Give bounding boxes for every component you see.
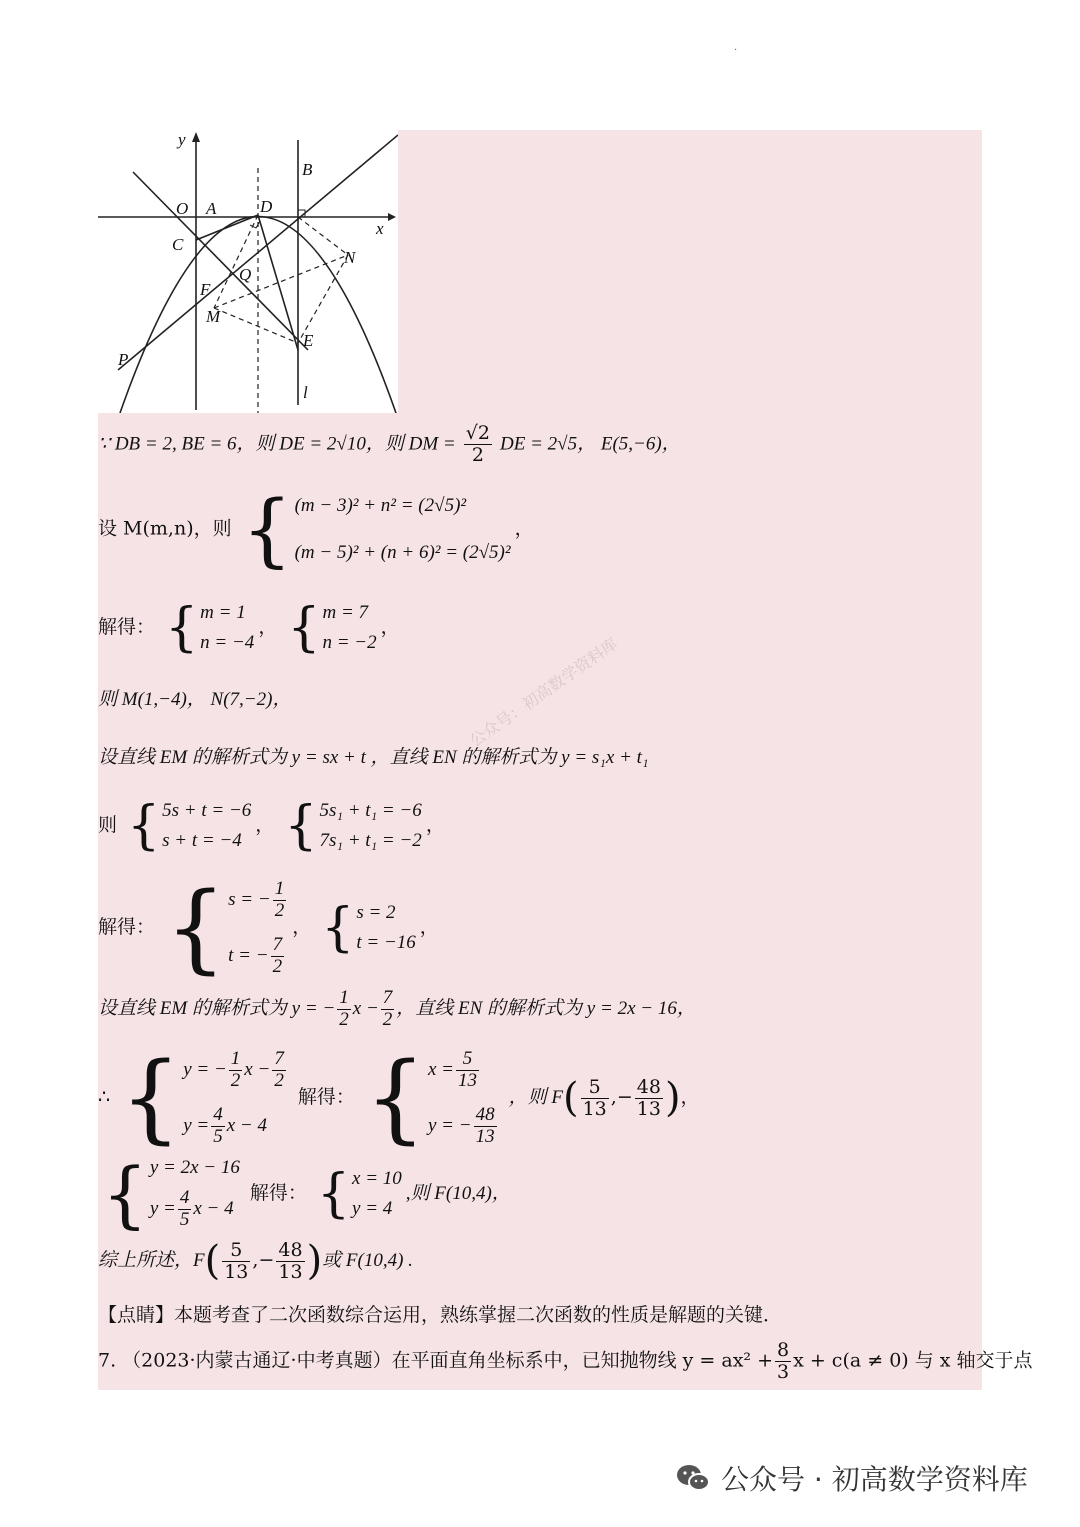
text-l1-b: DE = 2√5， E(5,−6)， [500,433,681,455]
wechat-icon [675,1463,711,1493]
brand-text: 公众号 · 初高数学资料库 [721,1463,1028,1496]
solution-s1t1: { s = 2 t = −16 [321,898,416,958]
system-EN-line: { y = 2x − 16 y = $\frac{4}{5}$ x − 4 [102,1152,240,1236]
line-3: 解得： { m = 1 n = −4 ， { m = 7 n = −2 ， [98,598,400,658]
line-7: 解得： { s = − $\frac{1}{2}$ t = − $\frac{7}{2}$ ， { s = 2 t = −16 ， [98,872,439,984]
watermark: 公众号：初高数学资料库 [466,634,622,751]
label-l: l [303,383,308,402]
text-l1-a: ∵ DB = 2, BE = 6，则 DE = 2√10，则 DM = [98,433,456,455]
segment-MN [214,255,348,308]
y-axis-arrow [192,132,200,142]
label-C: C [172,235,184,254]
label-y: y [178,130,186,149]
text-l2-pre: 设 M(m,n)，则 [98,517,232,540]
line-13-question: 7. （2023·内蒙古通辽·中考真题）在平面直角坐标系中，已知抛物线 y = ax² + $\frac{8}{3}$ x + c(a ≠ 0) 与 x 轴交于点 [98,1339,1033,1383]
figure-svg [98,130,398,413]
line-11: 综上所述，F( $\frac{5}{13}$ ,− $\frac{48}{13}$ )或 F(10,4) . [98,1238,413,1284]
line-1 [98,423,681,466]
line-9: ∴ { y = − $\frac{1}{2}$ x − $\frac{7}{2}$ y = $\frac{4}{5}$ x − 4 解得： { x = $\frac{5}{13}$ y = − $\frac{48}{13}$ ，则 F( $\frac{5}{13}$ ,− $\frac{48}{13}$ )， [98,1042,700,1154]
line-12-comment: 【点睛】本题考查了二次函数综合运用，熟练掌握二次函数的性质是解题的关键． [98,1304,783,1326]
solution-1: { m = 1 n = −4 [165,598,255,658]
label-O: O [176,199,189,218]
label-x: x [376,219,384,238]
label-Q: Q [239,265,252,284]
segment-BN [298,217,348,255]
segment-NE [298,255,348,343]
line-8: 设直线 EM 的解析式为 y = − $\frac{1}{2}$ x − $\frac{7}{2}$ ，直线 EN 的解析式为 y = 2x − 16， [98,987,696,1030]
label-N: N [344,248,356,267]
line-2: 设 M(m,n)，则 { (m − 3)² + n² = (2√5)² (m − 5)² + (n + 6)² = (2√5)² ， [98,483,534,576]
line-6: 则 { 5s + t = −6 s + t = −4 ， { 5s₁ + t₁ = −6 7s₁ + t₁ = −2 ， [98,796,445,856]
system-EN: { 5s₁ + t₁ = −6 7s₁ + t₁ = −2 [284,796,422,856]
label-M: M [206,307,221,326]
system-EM: { 5s + t = −6 s + t = −4 [127,796,252,856]
geometry-figure [98,130,398,413]
line-CD [196,215,258,240]
line-10: { y = 2x − 16 y = $\frac{4}{5}$ x − 4 解得： { x = 10 y = 4 ,则 F(10,4)， [102,1152,511,1236]
line-4: 则 M(1,−4)， N(7,−2)， [98,689,292,710]
text-l3-pre: 解得： [98,616,156,638]
segment-ME [214,308,298,343]
x-axis-arrow [388,213,396,221]
system-M: { (m − 3)² + n² = (2√5)² (m − 5)² + (n + 6)² = (2√5)² [241,483,511,576]
system-EM-line: { y = − $\frac{1}{2}$ x − $\frac{7}{2}$ y = $\frac{4}{5}$ x − 4 [120,1042,284,1154]
line-cE [133,172,308,350]
line-5: 设直线 EM 的解析式为 y = sx + t ，直线 EN 的解析式为 y = s₁x + t₁ [98,747,649,768]
solution-2: { m = 7 n = −2 [287,598,377,658]
label-F: F [200,280,211,299]
solution-F1: { x = $\frac{5}{13}$ y = − $\frac{48}{13}$ [364,1042,495,1154]
label-E: E [303,331,314,350]
label-A: A [206,199,217,218]
label-B: B [302,160,313,179]
solution-st: { s = − $\frac{1}{2}$ t = − $\frac{7}{2}$ [165,872,285,984]
label-D: D [260,197,273,216]
page-mark: . [734,42,738,53]
brand-footer [675,1458,1028,1498]
solution-F2: { x = 10 y = 4 [316,1164,402,1224]
label-P: P [118,350,129,369]
fraction-sqrt2-over-2: $\frac{√2}{2}$ [465,422,490,466]
